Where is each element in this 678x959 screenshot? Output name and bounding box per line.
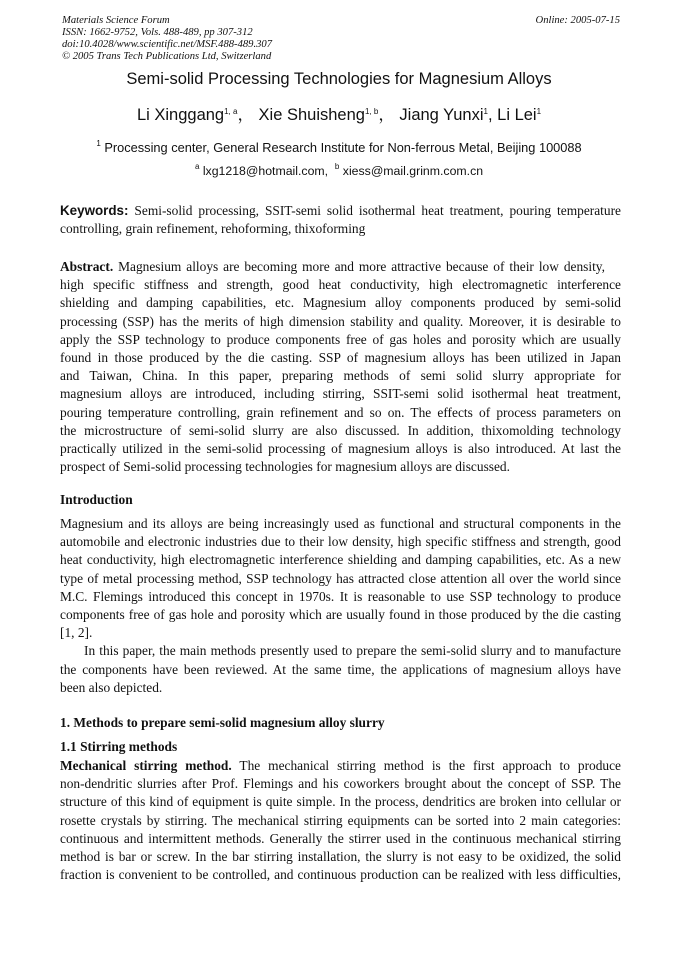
journal-header	[62, 15, 272, 63]
section-heading-methods: 1. Methods to prepare semi-solid magnesium alloy slurry	[60, 715, 385, 730]
emails: $^a$ lxg1218@hotmail.com, $^b$ xiess@mail.grinm.com.cn	[194, 162, 484, 178]
paper-title: Semi-solid Processing Technologies for Magnesium Alloys	[126, 70, 552, 88]
online-date: Online: 2005-07-15	[535, 15, 620, 26]
authors	[0, 101, 678, 125]
doi: doi:10.4028/www.scientific.net/MSF.488-489.307	[62, 39, 272, 50]
keywords: Keywords: Semi-solid processing, SSIT-semi solid isothermal heat treatment, pouring temperature controlling, grain refinement, rehoforming, thixoforming	[60, 203, 621, 237]
section-heading-introduction: Introduction	[60, 492, 133, 507]
issn: ISSN: 1662-9752, Vols. 488-489, pp 307-312	[62, 27, 253, 38]
affiliation: $^1$ Processing center, General Research Institute for Non-ferrous Metal, Beijing 100088	[96, 139, 582, 155]
author: Xie Shuisheng$^{1, b}$，	[258, 106, 395, 124]
email-link[interactable]: xiess@mail.grinm.com.cn	[342, 164, 484, 178]
copyright: © 2005 Trans Tech Publications Ltd, Switzerland	[62, 51, 272, 62]
author: Jiang Yunxi$^1$,	[399, 106, 498, 124]
abstract: Abstract. Magnesium alloys are becoming more and more attractive because of their low density, high specific stiffness and strength, good heat conductivity, high electromagnetic interference shielding and damping capabilities, etc. Magnesium alloy components produced by semi-solid processing (SSP) has the merits of high dimension stability and quality. Moreover, it is desirable to apply the SSP technology to produce components free of gas holes and porosity which are usually found in those produced by the die casting. SSP of magnesium alloys has been utilized in Japan and Taiwan, China. In this paper, preparing methods of semi solid slurry appropriate for magnesium alloys are introduced, including stirring, SSIT-semi solid isothermal heat treatment, pouring temperature controlling, grain refinement and so on. The effects of process parameters on the microstructure of semi-solid slurry are also discussed. In addition, thixomolding technology practically utilized in the semi-solid processing of magnesium alloys is also introduced. At last the prospect of Semi-solid processing technologies for magnesium alloys are discussed.	[60, 259, 621, 475]
stirring-paragraph: Mechanical stirring method. The mechanical stirring method is the first approach to produce non-dendritic slurries after Prof. Flemings and his coworkers brought about the concept of SSP. The structure of this kind of equipment is quite simple. In the process, dendritics are broken into cellular or rosette crystals by stirring. The mechanical stirring equipments can be sorted into 2 main categories: continuous and intermittent methods. Generally the stirrer used in the continuous mechanical stirring method is bar or screw. In the bar stirring installation, the slurry is not easy to be oxidized, the solid fraction is convenient to be controlled, and continuous production can be realized with less difficulties,	[60, 758, 621, 883]
author: Li Xinggang$^{1, a}$，	[136, 106, 254, 124]
introduction-paragraph: Magnesium and its alloys are being increasingly used as functional and structural components in the automobile and electronic industries due to their low density, high specific stiffness and strength, good heat conductivity, high electromagnetic interference shielding and damping capabilities, etc. As a new type of metal processing method, SSP technology has attracted close attention all over the world since M.C. Flemings introduced this concept in 1970s. It is reasonable to use SSP technology to produce components free of gas hole and porosity which are usually found in those produced by the die casting [1, 2]. In this paper, the main methods presently used to prepare the semi-solid slurry and to manufacture the components have been reviewed. At the same time, the applications of magnesium alloys have been also depicted.	[60, 516, 621, 695]
journal-name: Materials Science Forum	[62, 15, 170, 26]
subsection-heading-stirring: 1.1 Stirring methods	[60, 739, 178, 754]
email-link[interactable]: lxg1218@hotmail.com,	[202, 164, 329, 178]
author: Li Lei$^1$	[497, 106, 542, 124]
